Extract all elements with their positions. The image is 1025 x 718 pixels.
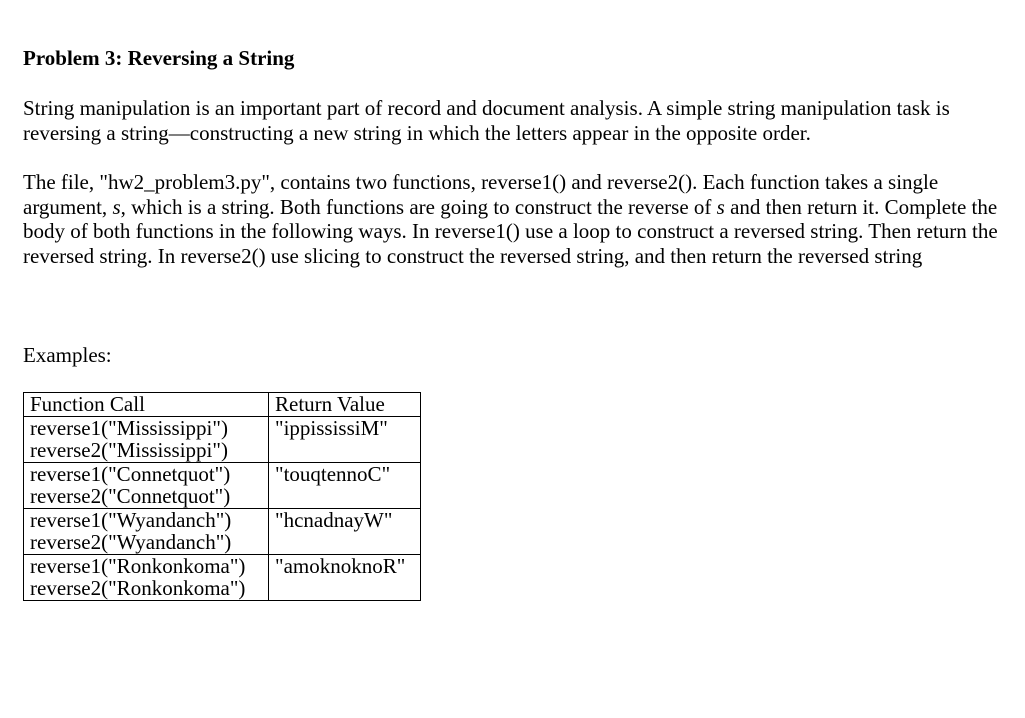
- function-call-cell: [24, 554, 269, 600]
- variable-s-second: s: [716, 194, 725, 219]
- call-reverse1: reverse1("Wyandanch"): [30, 507, 232, 532]
- table-row: [24, 416, 421, 462]
- call-reverse2: reverse2("Wyandanch"): [30, 530, 232, 554]
- instructions-text-part3: and then return it. Complete the body of both functions in the following ways. In reverse1() use a loop to construct a reversed string. Then return the reversed string. In reverse2() use slicing to construct the reversed string, and then return the reversed string: [23, 194, 998, 268]
- function-call-cell: [24, 416, 269, 462]
- header-function-call: Function Call: [24, 393, 269, 417]
- table-row: [24, 554, 421, 600]
- table-header-row: [24, 393, 421, 417]
- function-call-cell: [24, 508, 269, 554]
- call-reverse1: reverse1("Ronkonkoma"): [30, 553, 246, 578]
- call-reverse1: reverse1("Mississippi"): [30, 415, 228, 440]
- return-value-cell: "amoknoknoR": [269, 554, 421, 600]
- header-return-value: Return Value: [269, 393, 421, 417]
- instructions-text-part2: , which is a string. Both functions are going to construct the reverse of: [120, 194, 717, 219]
- call-reverse1: reverse1("Connetquot"): [30, 461, 231, 486]
- return-value-cell: "ippississiM": [269, 416, 421, 462]
- call-reverse2: reverse2("Mississippi"): [30, 438, 228, 462]
- examples-label: Examples:: [23, 343, 112, 367]
- problem-title: Problem 3: Reversing a String: [23, 46, 295, 70]
- table-row: [24, 462, 421, 508]
- examples-table: [23, 392, 421, 601]
- call-reverse2: reverse2("Connetquot"): [30, 484, 231, 508]
- intro-paragraph: String manipulation is an important part of record and document analysis. A simple string manipulation task is reversing a string—constructing a new string in which the letters appear in the opposite order.: [23, 96, 950, 145]
- instructions-text-part1: The file, "hw2_problem3.py", contains two functions, reverse1() and reverse2(). Each function takes a single argument,: [23, 170, 939, 219]
- variable-s-first: s: [112, 194, 121, 219]
- function-call-cell: [24, 462, 269, 508]
- table-row: [24, 508, 421, 554]
- call-reverse2: reverse2("Ronkonkoma"): [30, 576, 246, 600]
- return-value-cell: "hcnadnayW": [269, 508, 421, 554]
- instructions-paragraph: [23, 170, 998, 268]
- return-value-cell: "touqtennoC": [269, 462, 421, 508]
